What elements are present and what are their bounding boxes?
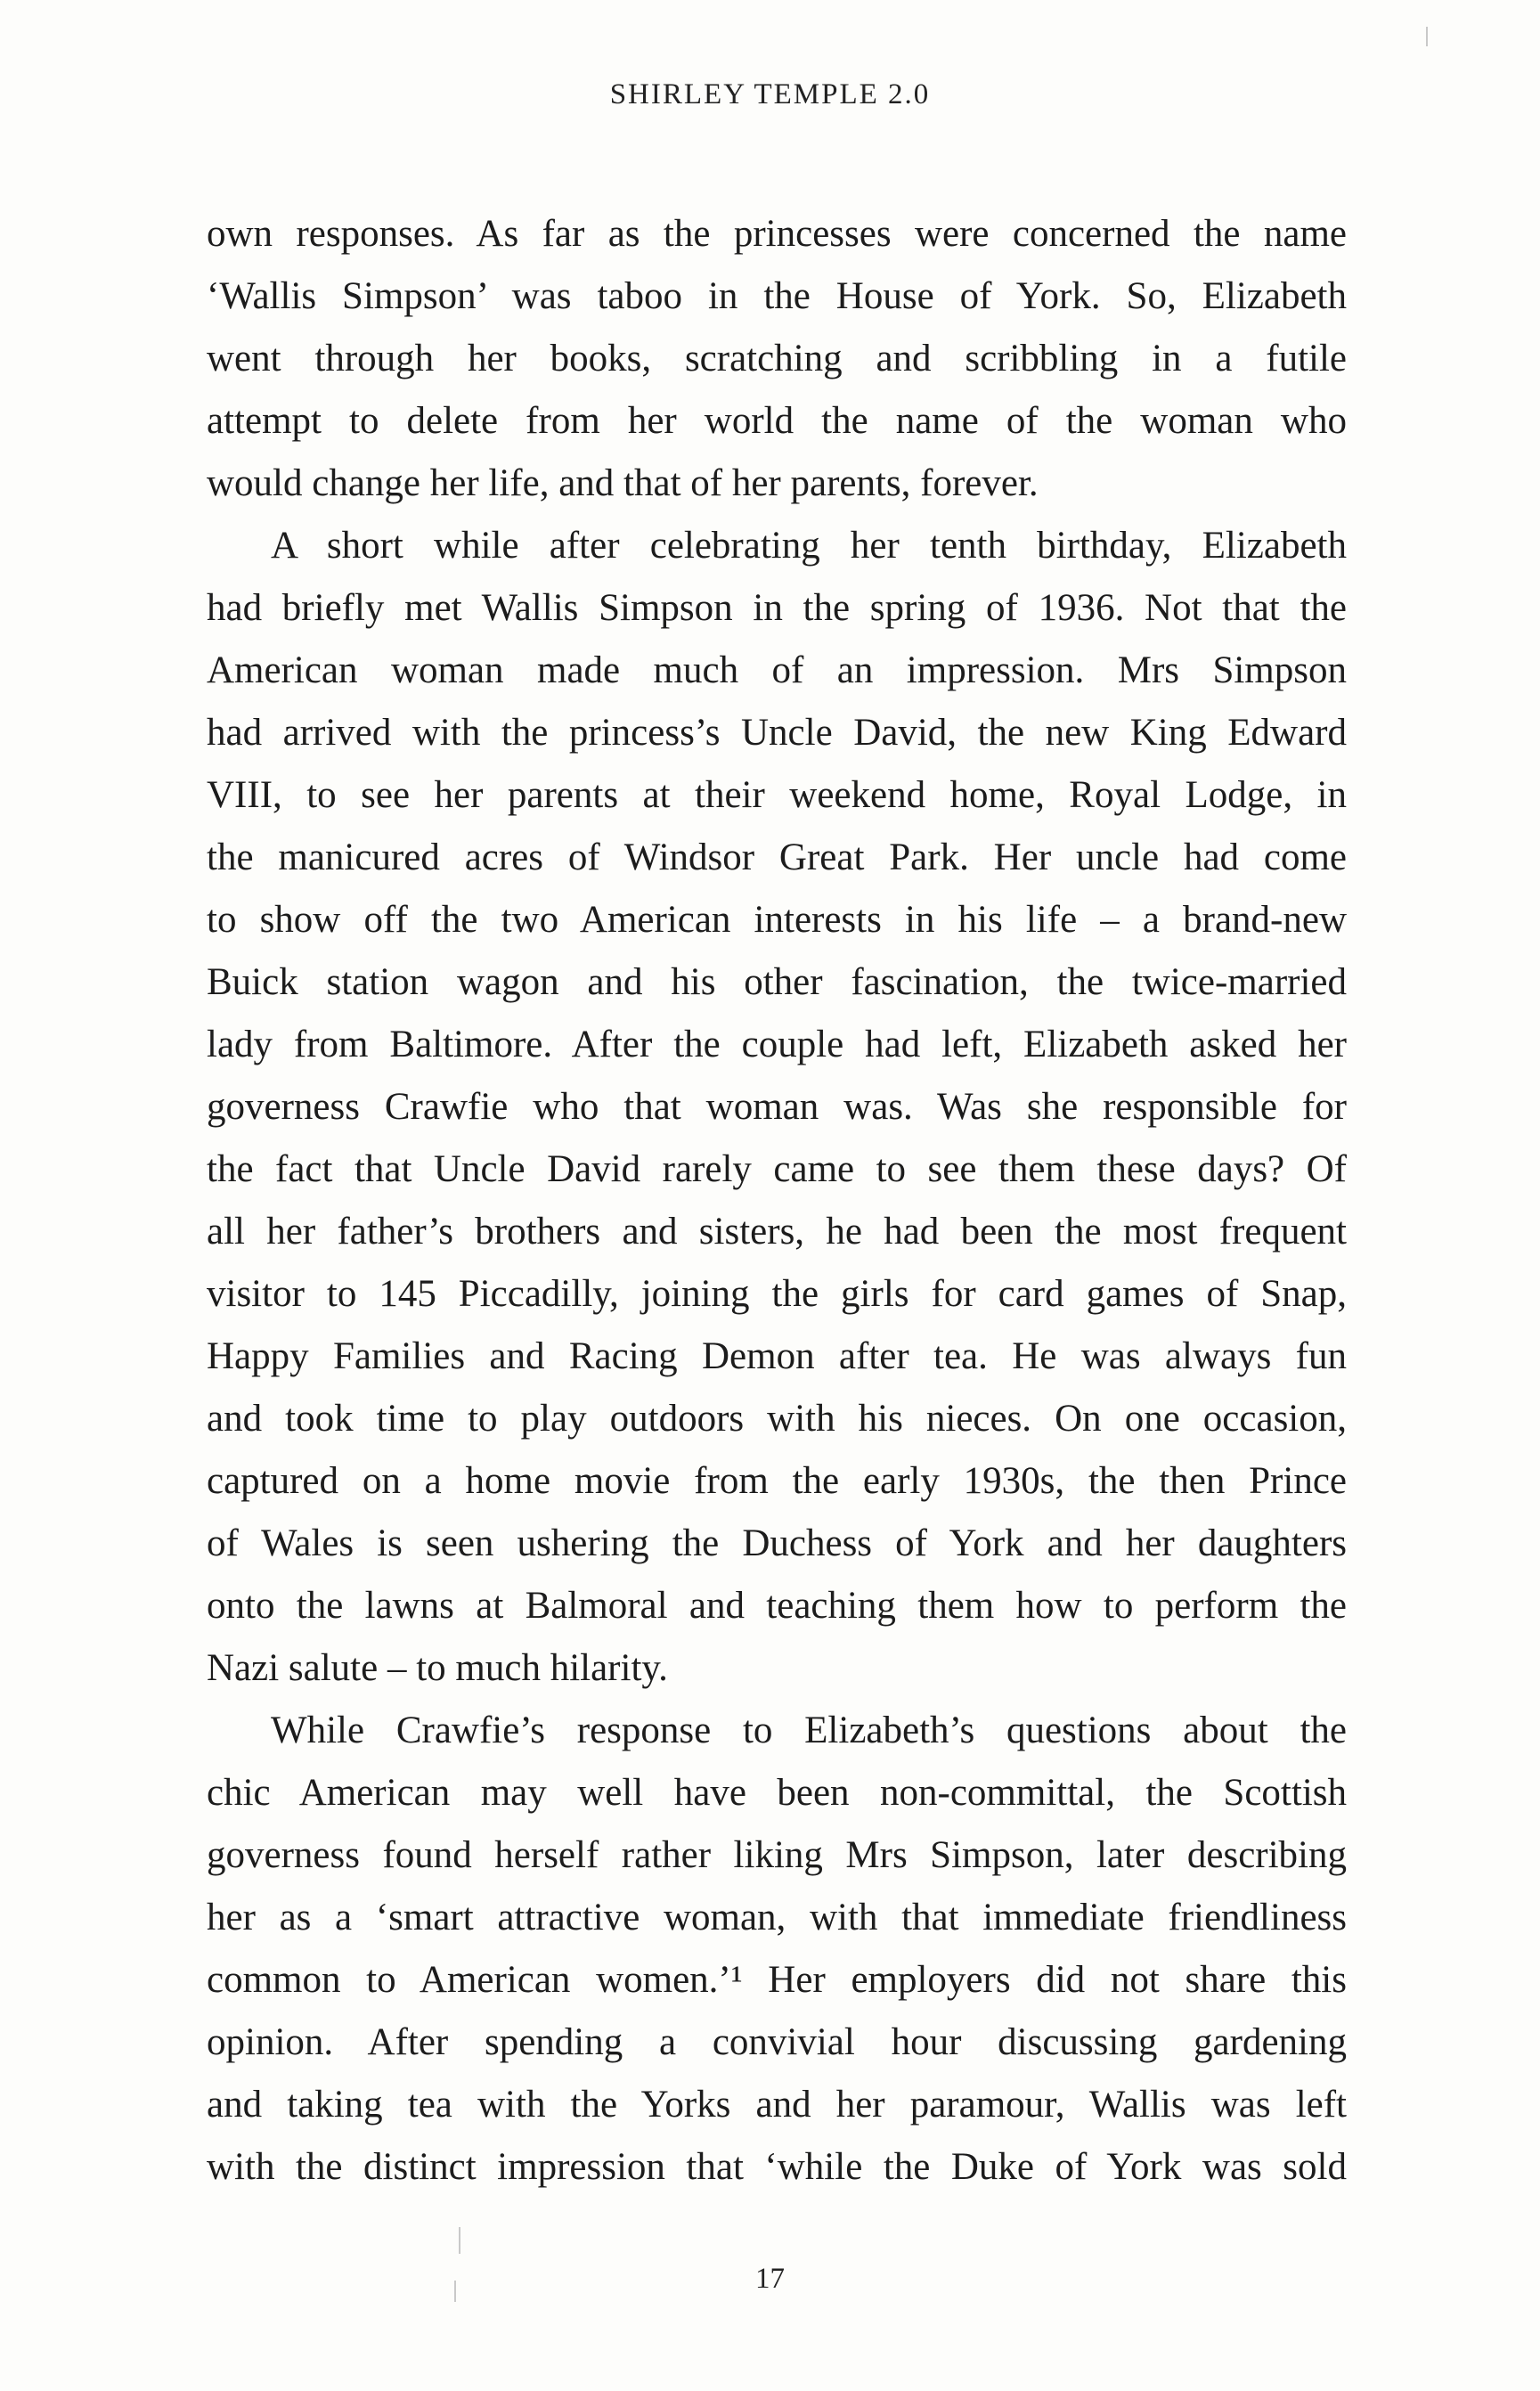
paragraph bbox=[207, 1700, 1347, 2199]
text-line: the manicured acres of Windsor Great Park. Her uncle had come bbox=[207, 836, 1347, 878]
text-line: had briefly met Wallis Simpson in the spring of 1936. Not that the bbox=[207, 587, 1347, 629]
text-line: A short while after celebrating her tenth birthday, Elizabeth bbox=[271, 525, 1347, 567]
running-head: SHIRLEY TEMPLE 2.0 bbox=[609, 78, 931, 110]
text-line: visitor to 145 Piccadilly, joining the girls for card games of Snap, bbox=[207, 1273, 1347, 1315]
text-line: all her father’s brothers and sisters, he had been the most frequent bbox=[207, 1211, 1347, 1253]
text-line: would change her life, and that of her parents, forever. bbox=[207, 462, 1039, 504]
scan-speck bbox=[1426, 27, 1428, 46]
text-line: onto the lawns at Balmoral and teaching them how to perform the bbox=[207, 1585, 1347, 1627]
scan-speck bbox=[459, 2227, 460, 2254]
paragraph bbox=[207, 515, 1347, 1700]
paragraph bbox=[207, 203, 1347, 515]
text-line: of Wales is seen ushering the Duchess of York and her daughters bbox=[207, 1522, 1347, 1564]
text-line: VIII, to see her parents at their weekend home, Royal Lodge, in bbox=[207, 774, 1347, 816]
text-line: governess Crawfie who that woman was. Was she responsible for bbox=[207, 1086, 1347, 1128]
text-line: had arrived with the princess’s Uncle David, the new King Edward bbox=[207, 712, 1347, 754]
text-line: ‘Wallis Simpson’ was taboo in the House of York. So, Elizabeth bbox=[207, 275, 1347, 317]
text-line: chic American may well have been non-committal, the Scottish bbox=[207, 1772, 1347, 1814]
text-line: with the distinct impression that ‘while the Duke of York was sold bbox=[207, 2146, 1347, 2188]
scan-speck bbox=[454, 2281, 456, 2302]
text-line: lady from Baltimore. After the couple had left, Elizabeth asked her bbox=[207, 1024, 1347, 1065]
text-line: and taking tea with the Yorks and her paramour, Wallis was left bbox=[207, 2084, 1347, 2126]
text-line: Buick station wagon and his other fascination, the twice-married bbox=[207, 961, 1347, 1003]
text-line: American woman made much of an impression. Mrs Simpson bbox=[207, 649, 1347, 691]
text-line: and took time to play outdoors with his nieces. On one occasion, bbox=[207, 1398, 1347, 1440]
text-line: captured on a home movie from the early 1930s, the then Prince bbox=[207, 1460, 1347, 1502]
text-line: own responses. As far as the princesses were concerned the name bbox=[207, 213, 1347, 255]
text-line: her as a ‘smart attractive woman, with that immediate friendliness bbox=[207, 1897, 1347, 1938]
text-line: Nazi salute – to much hilarity. bbox=[207, 1647, 668, 1689]
text-line: Happy Families and Racing Demon after tea. He was always fun bbox=[207, 1335, 1347, 1377]
text-line: went through her books, scratching and scribbling in a futile bbox=[207, 338, 1347, 379]
text-line: the fact that Uncle David rarely came to see them these days? Of bbox=[207, 1148, 1347, 1190]
text-line: attempt to delete from her world the name of the woman who bbox=[207, 400, 1347, 442]
text-line: to show off the two American interests in his life – a brand-new bbox=[207, 899, 1347, 941]
page-number: 17 bbox=[755, 2263, 785, 2295]
text-line: governess found herself rather liking Mrs Simpson, later describing bbox=[207, 1834, 1347, 1876]
text-line: common to American women.’¹ Her employers did not share this bbox=[207, 1959, 1347, 2001]
text-line: While Crawfie’s response to Elizabeth’s questions about the bbox=[271, 1710, 1347, 1751]
text-line: opinion. After spending a convivial hour discussing gardening bbox=[207, 2021, 1347, 2063]
body-text bbox=[207, 203, 1347, 2199]
